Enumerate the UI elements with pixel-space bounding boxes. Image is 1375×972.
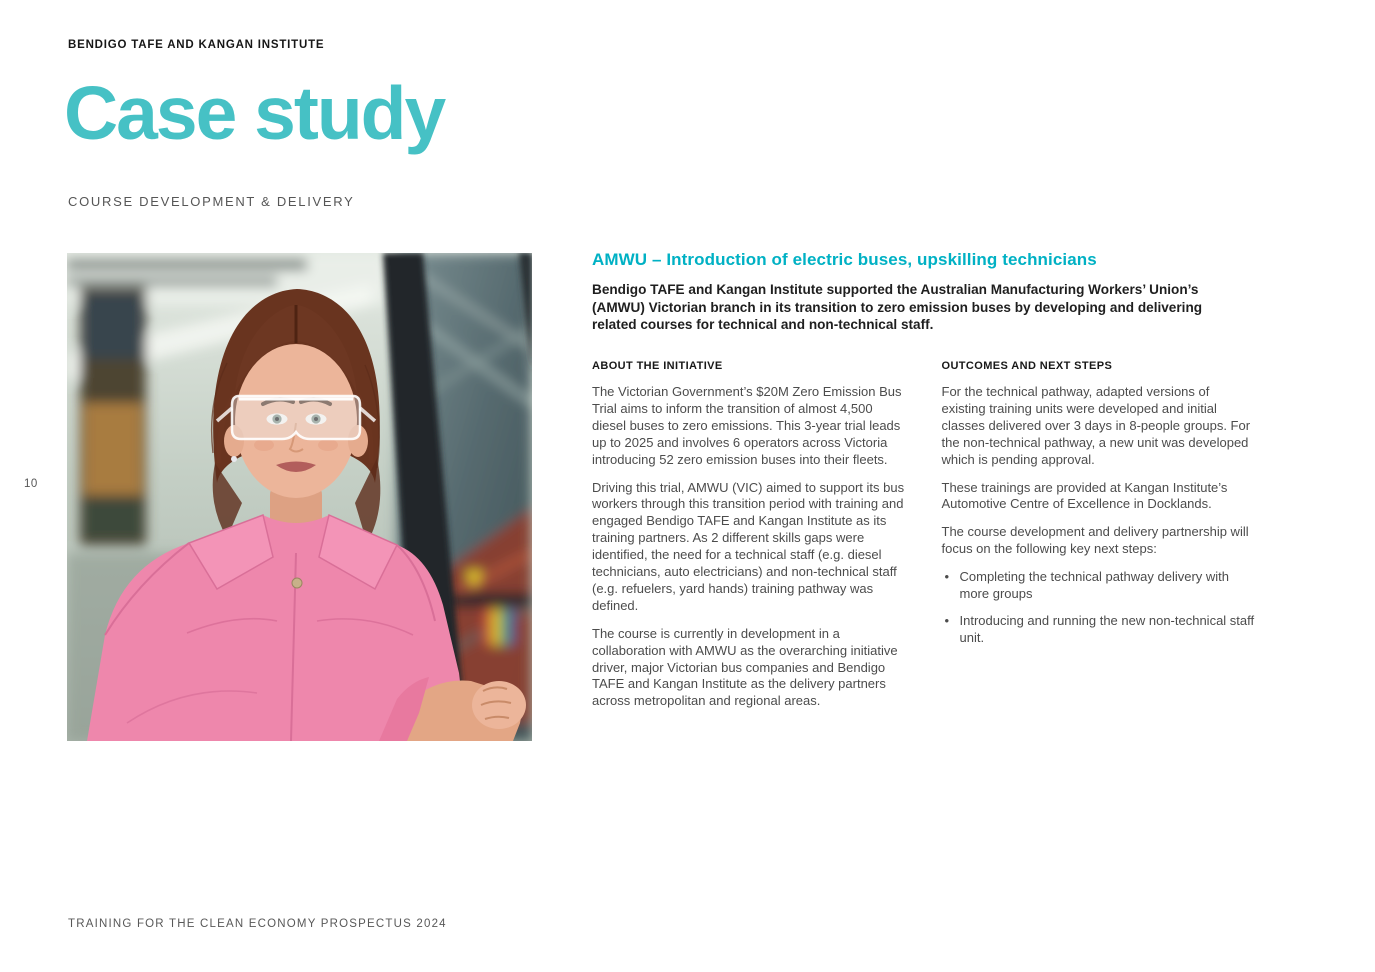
paragraph: These trainings are provided at Kangan Institute’s Automotive Centre of Excellence in Docklands.	[941, 479, 1228, 512]
article-intro: Bendigo TAFE and Kangan Institute supported the Australian Manufacturing Workers’ Union’s (AMWU) Victorian branch in its transition to zero emission buses by developing and delivering related courses for technical and non-technical staff.	[592, 282, 1203, 332]
footer-text: TRAINING FOR THE CLEAN ECONOMY PROSPECTUS 2024	[68, 918, 447, 930]
paragraph: The Victorian Government’s $20M Zero Emission Bus Trial aims to inform the transition of almost 4,500 diesel buses to zero emissions. This 3-year trial leads up to 2025 and involves 6 operators across Victoria introducing 52 zero emission buses into their fleets.	[592, 384, 902, 467]
paragraph: The course is currently in development in a collaboration with AMWU as the overarching initiative driver, major Victorian bus companies and Bendigo TAFE and Kangan Institute as the delivery partners across metropolitan and regional areas.	[592, 625, 898, 709]
next-steps-list	[942, 569, 1258, 647]
category-label: COURSE DEVELOPMENT & DELIVERY	[68, 194, 355, 209]
paragraph: For the technical pathway, adapted versions of existing training units were developed and initial classes delivered over 3 days in 8-people groups. For the non-technical pathway, a new unit was developed which is pending approval.	[941, 384, 1251, 467]
list-item: • Introducing and running the new non-technical staff unit.	[942, 613, 1258, 647]
paragraph: The course development and delivery partnership will focus on the following key next steps:	[941, 524, 1249, 557]
brand-eyebrow: BENDIGO TAFE AND KANGAN INSTITUTE	[68, 39, 325, 51]
column-about-initiative	[592, 360, 908, 721]
page-number: 10	[24, 478, 38, 490]
article	[592, 250, 1257, 721]
case-study-photo	[67, 253, 532, 741]
list-item: • Completing the technical pathway delivery with more groups	[942, 569, 1258, 603]
column-heading: OUTCOMES AND NEXT STEPS	[941, 360, 1113, 373]
page-title: Case study	[64, 71, 445, 155]
article-heading: AMWU – Introduction of electric buses, upskilling technicians	[592, 250, 1097, 269]
safety-glasses-icon	[217, 396, 375, 439]
paragraph: Driving this trial, AMWU (VIC) aimed to support its bus workers through this transition period with training and engaged Bendigo TAFE and Kangan Institute as its training partners. As 2 different skills gaps were identified, the need for a technical staff (e.g. diesel technicians, auto electricians) and non-technical staff (e.g. refuelers, yard hands) training pathway was defined.	[592, 479, 905, 613]
photo-illustration	[67, 253, 532, 741]
column-heading: ABOUT THE INITIATIVE	[592, 360, 723, 373]
column-outcomes-next-steps	[942, 360, 1258, 721]
